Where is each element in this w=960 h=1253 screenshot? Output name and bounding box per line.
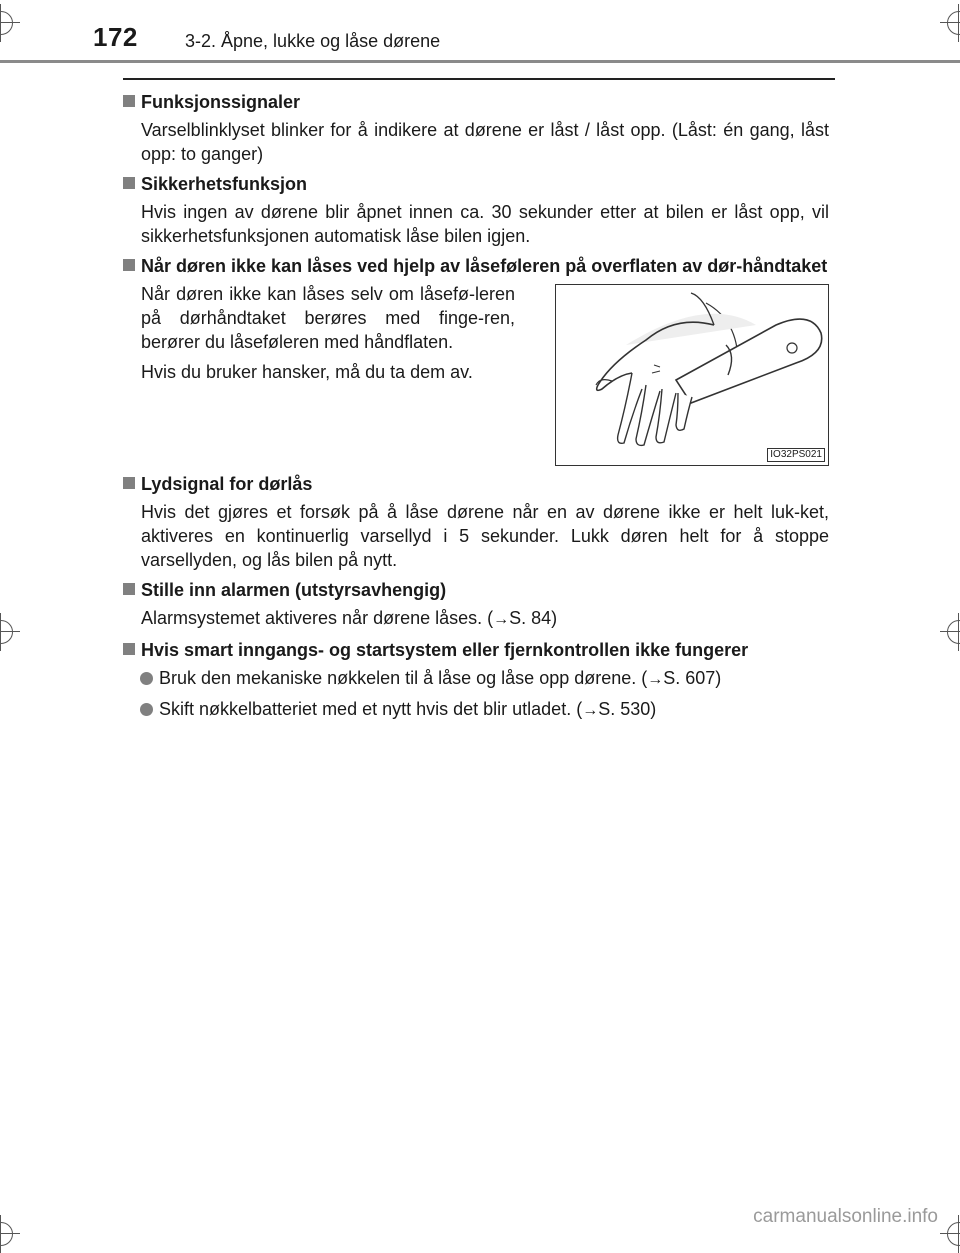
arrow-icon: → [582, 702, 599, 719]
section-text: Varselblinklyset blinker for å indikere at dørene er låst / låst opp. (Låst: én gang, låst opp: to ganger) [141, 120, 829, 164]
arrow-icon: → [493, 611, 510, 628]
page-reference[interactable]: S. 530) [598, 699, 657, 719]
crop-mark-top-right [947, 11, 960, 35]
section-heading [123, 472, 829, 496]
square-bullet-icon [123, 95, 135, 107]
section-heading-text: Funksjonssignaler [141, 92, 301, 112]
section-text: Hvis det gjøres et forsøk på å låse dørene når en av dørene ikke er helt luk-ket, aktiveres en kontinuerlig varsellyd i 5 sekunder. Lukk døren helt for å stoppe varsellyden, og lås bilen på nytt. [141, 502, 829, 570]
chapter-title: 3-2. Åpne, lukke og låse dørene [185, 31, 441, 51]
square-bullet-icon [123, 583, 135, 595]
square-bullet-icon [123, 259, 135, 271]
figure-code: IO32PS021 [767, 448, 825, 462]
page-reference[interactable]: S. 607) [663, 668, 722, 688]
crop-mark-bottom-right [947, 1222, 960, 1246]
hand-on-door-handle-figure [555, 284, 829, 466]
section-heading-text: Lydsignal for dørlås [141, 474, 313, 494]
section-heading [123, 172, 829, 196]
square-bullet-icon [123, 477, 135, 489]
hand-illustration [556, 285, 828, 465]
palm-crease [652, 365, 660, 373]
header-band [0, 60, 960, 63]
list-item [123, 697, 829, 723]
square-bullet-icon [123, 643, 135, 655]
section-text: Hvis du bruker hansker, må du ta dem av. [141, 362, 473, 382]
section-heading [123, 90, 829, 114]
section-text [123, 606, 829, 632]
section-heading [123, 578, 829, 602]
watermark-link[interactable]: carmanualsonline.info [753, 1206, 938, 1227]
page-reference[interactable]: S. 84) [509, 608, 558, 628]
finger-4 [676, 393, 692, 430]
section-heading [123, 254, 829, 278]
section-text: Når døren ikke kan låses selv om låsefø-leren på dørhåndtaket berøres med finge-ren, berører du låseføleren med håndflaten. [141, 284, 515, 352]
figure-row [123, 282, 829, 466]
section-heading-text: Sikkerhetsfunksjon [141, 174, 308, 194]
figure-text [123, 282, 515, 466]
crop-mark-bottom-left [0, 1222, 13, 1246]
circle-bullet-icon [140, 672, 153, 685]
section-heading-text: Stille inn alarmen (utstyrsavhengig) [141, 580, 447, 600]
page-number: 172 [93, 22, 138, 52]
crop-mark-middle-right [947, 620, 960, 644]
header-rule [123, 78, 835, 80]
page-content [123, 90, 829, 728]
circle-bullet-icon [140, 703, 153, 716]
section-heading-text: Hvis smart inngangs- og startsystem eller fjernkontrollen ikke fungerer [141, 640, 749, 660]
text-before-ref: Bruk den mekaniske nøkkelen til å låse og låse opp dørene. ( [159, 668, 648, 688]
arrow-icon: → [647, 671, 664, 688]
crop-mark-top-left [0, 11, 13, 35]
section-heading-text: Når døren ikke kan låses ved hjelp av låseføleren på overflaten av dør-håndtaket [141, 256, 828, 276]
crop-mark-middle-left [0, 620, 13, 644]
section-text: Hvis ingen av dørene blir åpnet innen ca. 30 sekunder etter at bilen er låst opp, vil sikkerhetsfunksjonen automatisk låse bilen igjen. [141, 202, 829, 246]
finger-3 [656, 389, 676, 443]
section-heading [123, 638, 829, 662]
square-bullet-icon [123, 177, 135, 189]
text-before-ref: Alarmsystemet aktiveres når dørene låses. ( [141, 608, 494, 628]
text-before-ref: Skift nøkkelbatteriet med et nytt hvis det blir utladet. ( [159, 699, 583, 719]
list-item [123, 666, 829, 692]
